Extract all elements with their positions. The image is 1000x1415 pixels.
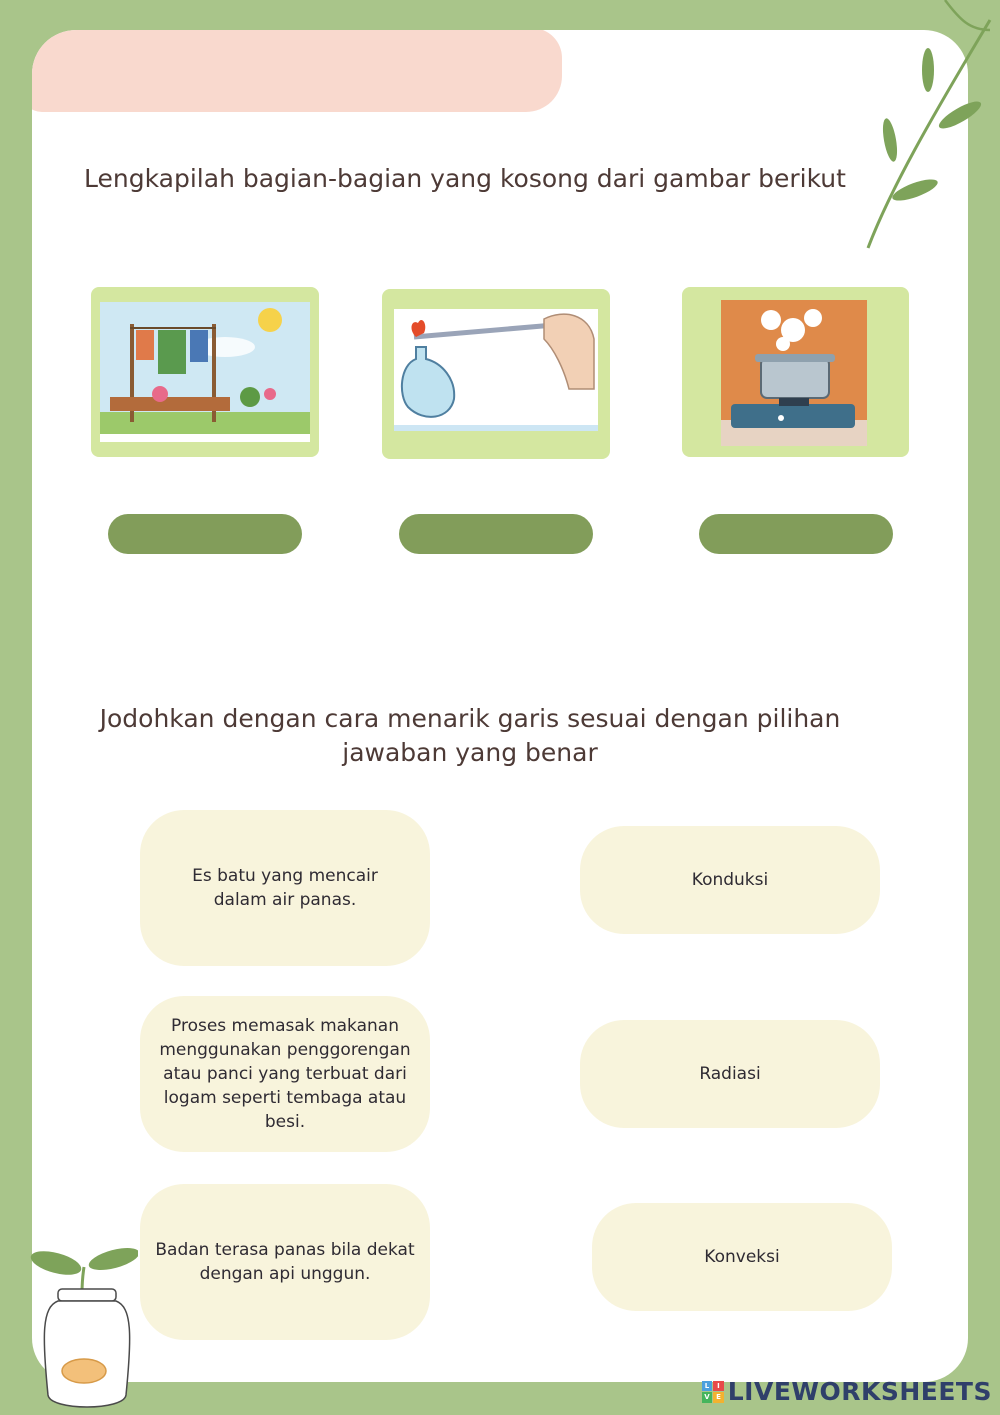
logo-text: LIVEWORKSHEETS (727, 1377, 992, 1406)
question-card-2[interactable] (140, 996, 430, 1152)
answer-text: Konduksi (691, 870, 769, 890)
boiling-pot-on-stove-image (682, 287, 909, 457)
answer-card-konveksi[interactable] (592, 1203, 892, 1311)
clothesline-drying-image (91, 287, 319, 457)
heating-with-rod-image (382, 289, 610, 459)
logo-badge (702, 1381, 724, 1403)
sprout-jar-icon (28, 1245, 138, 1415)
question-card-1[interactable] (140, 810, 430, 966)
logo-badge-v: V (702, 1392, 713, 1403)
answer-blank-2[interactable] (399, 514, 593, 554)
logo-badge-l: L (702, 1381, 713, 1392)
question-card-3[interactable] (140, 1184, 430, 1340)
answer-text: Konveksi (704, 1247, 780, 1267)
question-text: Es batu yang mencair dalam air panas. (192, 866, 378, 910)
answer-card-radiasi[interactable] (580, 1020, 880, 1128)
worksheet-page (32, 30, 968, 1382)
answer-blank-1[interactable] (108, 514, 302, 554)
header-band (32, 30, 562, 112)
fill-blank-instruction: Lengkapilah bagian-bagian yang kosong dari gambar berikut (84, 164, 846, 193)
answer-blank-3[interactable] (699, 514, 893, 554)
liveworksheets-logo (702, 1377, 992, 1406)
question-text: Proses memasak makanan menggunakan penggorengan atau panci yang terbuat dari logam seperti tembaga atau besi. (159, 1016, 411, 1132)
logo-badge-e: E (713, 1392, 724, 1403)
question-text: Badan terasa panas bila dekat dengan api unggun. (155, 1240, 415, 1284)
matching-instruction: Jodohkan dengan cara menarik garis sesuai dengan pilihan jawaban yang benar (99, 704, 841, 767)
logo-badge-i: I (713, 1381, 724, 1392)
answer-text: Radiasi (699, 1064, 761, 1084)
answer-card-konduksi[interactable] (580, 826, 880, 934)
leaf-branch-icon (850, 0, 1000, 260)
